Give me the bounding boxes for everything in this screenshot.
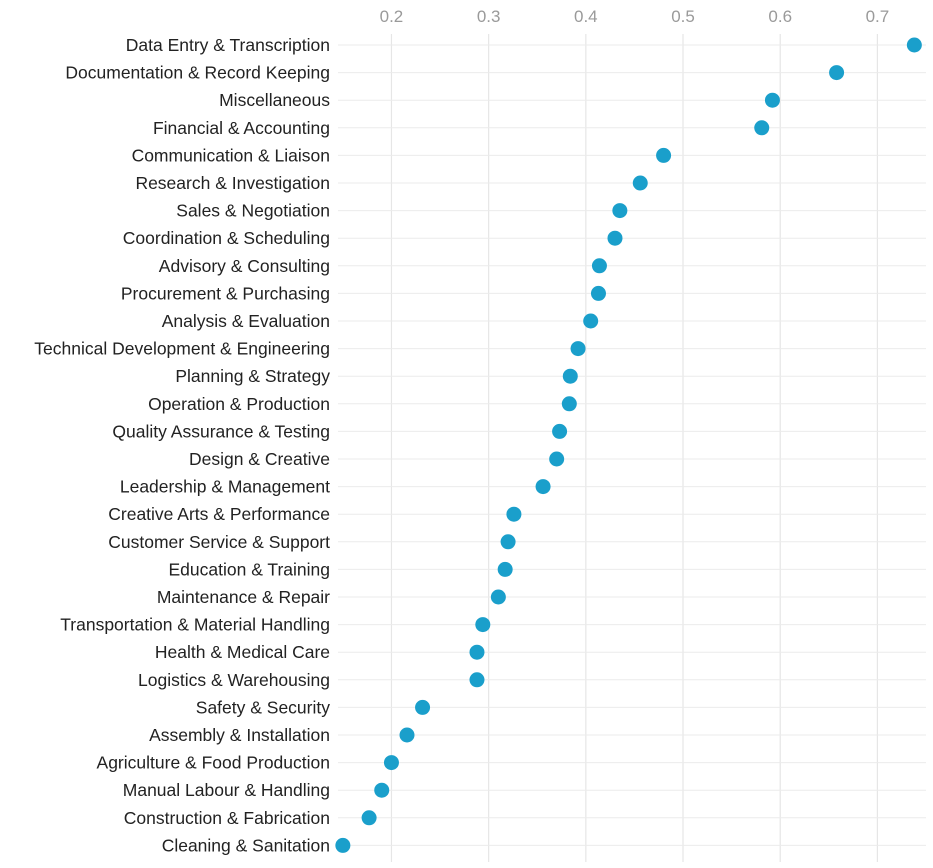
category-label: Miscellaneous bbox=[219, 90, 330, 111]
data-point bbox=[362, 810, 377, 825]
category-label: Research & Investigation bbox=[135, 173, 330, 193]
category-label: Procurement & Purchasing bbox=[120, 283, 330, 304]
data-point bbox=[591, 286, 606, 301]
horizontal-gridlines bbox=[338, 45, 926, 845]
data-point bbox=[415, 700, 430, 715]
data-point bbox=[400, 728, 415, 743]
x-tick-label: 0.7 bbox=[865, 7, 890, 26]
category-label: Safety & Security bbox=[195, 697, 330, 718]
category-label: Design & Creative bbox=[188, 449, 330, 469]
data-point bbox=[907, 38, 922, 53]
category-label: Documentation & Record Keeping bbox=[65, 62, 330, 83]
category-label: Construction & Fabrication bbox=[123, 807, 330, 828]
category-label: Coordination & Scheduling bbox=[122, 228, 330, 249]
data-point bbox=[583, 314, 598, 329]
category-label: Agriculture & Food Production bbox=[96, 752, 330, 773]
data-point bbox=[754, 120, 769, 135]
vertical-gridlines bbox=[391, 34, 877, 862]
x-axis-tick-labels bbox=[380, 7, 890, 26]
x-tick-label: 0.2 bbox=[379, 7, 404, 26]
data-point bbox=[491, 590, 506, 605]
data-point bbox=[765, 93, 780, 108]
data-point bbox=[592, 258, 607, 273]
category-label: Logistics & Warehousing bbox=[138, 669, 330, 690]
x-tick-label: 0.5 bbox=[671, 7, 695, 26]
category-label: Education & Training bbox=[168, 559, 330, 580]
data-point bbox=[498, 562, 513, 577]
category-label: Technical Development & Engineering bbox=[34, 338, 330, 359]
data-point bbox=[549, 452, 564, 467]
data-point bbox=[829, 65, 844, 80]
data-point bbox=[552, 424, 567, 439]
data-point bbox=[536, 479, 551, 494]
category-label: Cleaning & Sanitation bbox=[161, 835, 330, 856]
data-point bbox=[633, 176, 648, 191]
data-points bbox=[335, 38, 921, 853]
category-label: Data Entry & Transcription bbox=[125, 35, 330, 55]
data-point bbox=[374, 783, 389, 798]
category-label: Assembly & Installation bbox=[149, 725, 330, 745]
category-label: Communication & Liaison bbox=[131, 145, 330, 166]
data-point bbox=[656, 148, 671, 163]
x-tick-label: 0.4 bbox=[574, 7, 598, 26]
data-point bbox=[506, 507, 521, 522]
category-label: Manual Labour & Handling bbox=[122, 780, 330, 801]
data-point bbox=[469, 645, 484, 660]
data-point bbox=[607, 231, 622, 246]
data-point bbox=[562, 396, 577, 411]
data-point bbox=[469, 672, 484, 687]
category-label: Planning & Strategy bbox=[175, 366, 330, 387]
category-label: Quality Assurance & Testing bbox=[112, 421, 330, 442]
data-point bbox=[384, 755, 399, 770]
category-label: Customer Service & Support bbox=[108, 531, 330, 552]
category-label: Transportation & Material Handling bbox=[60, 614, 330, 635]
data-point bbox=[571, 341, 586, 356]
category-label: Maintenance & Repair bbox=[156, 587, 330, 607]
category-labels bbox=[34, 35, 330, 855]
x-tick-label: 0.6 bbox=[768, 7, 793, 26]
data-point bbox=[563, 369, 578, 384]
category-label: Leadership & Management bbox=[119, 476, 330, 497]
category-label: Advisory & Consulting bbox=[158, 255, 330, 276]
data-point bbox=[475, 617, 490, 632]
category-label: Health & Medical Care bbox=[154, 642, 330, 663]
category-label: Creative Arts & Performance bbox=[108, 504, 330, 525]
x-tick-label: 0.3 bbox=[476, 7, 501, 26]
data-point bbox=[501, 534, 516, 549]
data-point bbox=[335, 838, 350, 853]
category-label: Sales & Negotiation bbox=[176, 200, 330, 221]
data-point bbox=[612, 203, 627, 218]
category-label: Financial & Accounting bbox=[152, 117, 330, 138]
category-label: Analysis & Evaluation bbox=[161, 311, 330, 331]
category-label: Operation & Production bbox=[148, 393, 330, 414]
